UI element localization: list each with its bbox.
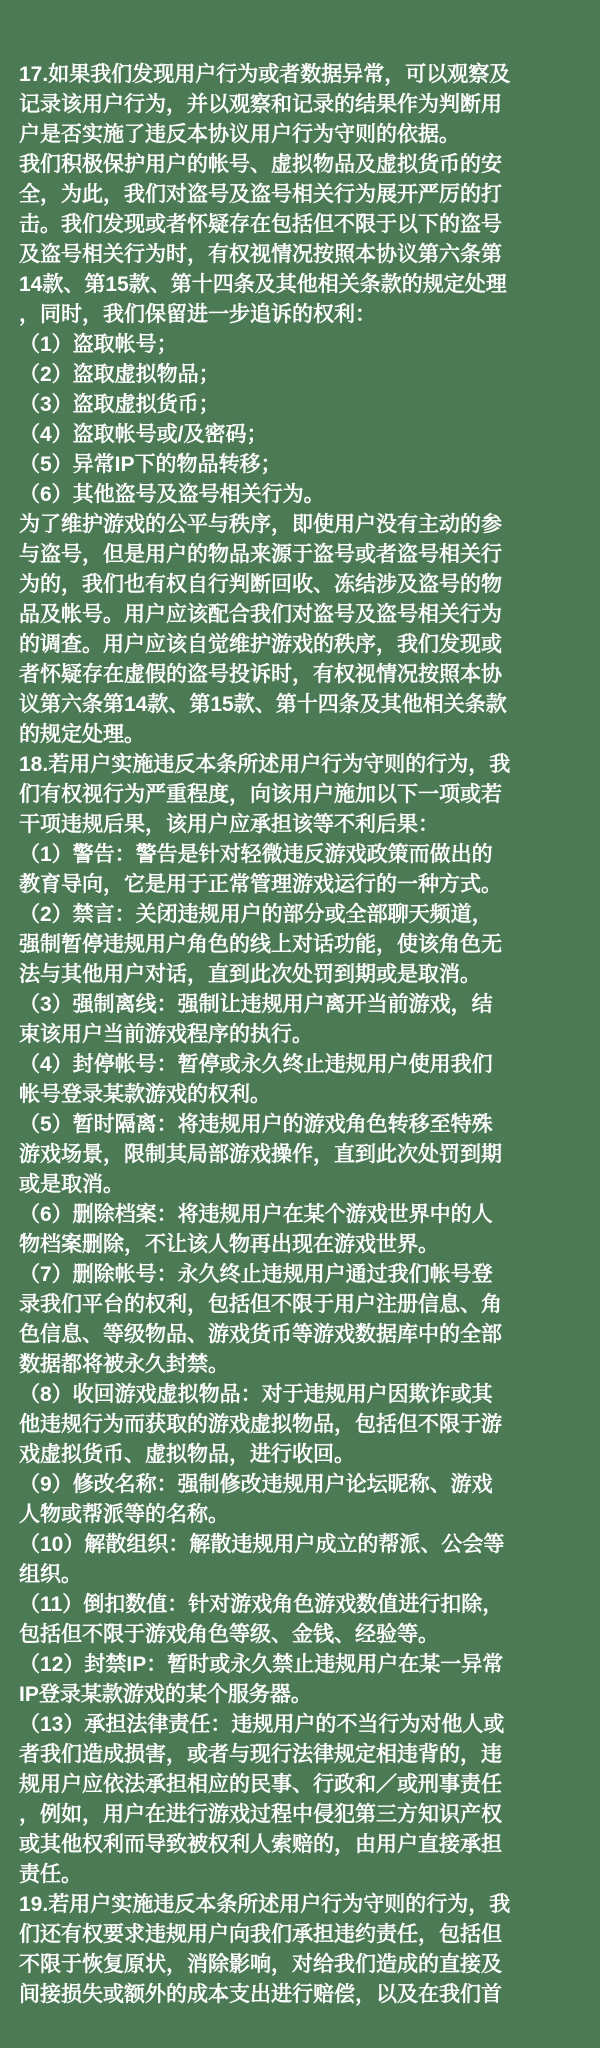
text-line: 议第六条第14款、第15款、第十四条及其他相关条款 (19, 693, 507, 716)
text-line: 们有权视行为严重程度，向该用户施加以下一项或若 (19, 783, 502, 806)
text-line: （1）警告：警告是针对轻微违反游戏政策而做出的 (19, 843, 493, 866)
text-line: （5）异常IP下的物品转移； (19, 453, 282, 476)
text-line: 户是否实施了违反本协议用户行为守则的依据。 (19, 123, 460, 146)
text-line: 的调查。用户应该自觉维护游戏的秩序，我们发现或 (19, 633, 502, 656)
text-line: （1）盗取帐号； (19, 333, 178, 356)
text-line: 全，为此，我们对盗号及盗号相关行为展开严厉的打 (19, 183, 502, 206)
text-line: （6）其他盗号及盗号相关行为。 (19, 483, 325, 506)
text-line: （3）强制离线：强制让违规用户离开当前游戏，结 (19, 993, 493, 1016)
text-line: 与盗号，但是用户的物品来源于盗号或者盗号相关行 (19, 543, 502, 566)
text-line: 间接损失或额外的成本支出进行赔偿，以及在我们首 (19, 1983, 502, 2006)
text-line: IP登录某款游戏的某个服务器。 (19, 1683, 312, 1706)
text-line: 组织。 (19, 1563, 82, 1586)
text-line: 品及帐号。用户应该配合我们对盗号及盗号相关行为 (19, 603, 502, 626)
text-line: 我们积极保护用户的帐号、虚拟物品及虚拟货币的安 (19, 153, 502, 176)
text-line: 教育导向，它是用于正常管理游戏运行的一种方式。 (19, 873, 502, 896)
text-line: 包括但不限于游戏角色等级、金钱、经验等。 (19, 1623, 439, 1646)
text-line: （7）删除帐号：永久终止违规用户通过我们帐号登 (19, 1263, 493, 1286)
text-line: （11）倒扣数值：针对游戏角色游戏数值进行扣除， (19, 1593, 504, 1616)
text-line: 为的，我们也有权自行判断回收、冻结涉及盗号的物 (19, 573, 502, 596)
text-line: （4）盗取帐号或/及密码； (19, 423, 268, 446)
text-line: （12）封禁IP：暂时或永久禁止违规用户在某一异常 (19, 1653, 504, 1676)
text-line: 不限于恢复原状，消除影响，对给我们造成的直接及 (19, 1953, 502, 1976)
text-line: 物档案删除，不让该人物再出现在游戏世界。 (19, 1233, 439, 1256)
text-line: （13）承担法律责任：违规用户的不当行为对他人或 (19, 1713, 505, 1736)
text-line: 戏虚拟货币、虚拟物品，进行收回。 (19, 1443, 355, 1466)
text-line: 们还有权要求违规用户向我们承担违约责任，包括但 (19, 1923, 502, 1946)
text-line: （2）盗取虚拟物品； (19, 363, 220, 386)
text-line: 记录该用户行为，并以观察和记录的结果作为判断用 (19, 93, 502, 116)
text-line: 击。我们发现或者怀疑存在包括但不限于以下的盗号 (19, 213, 502, 236)
text-line: 18.若用户实施违反本条所述用户行为守则的行为，我 (19, 753, 511, 776)
text-line: （6）删除档案：将违规用户在某个游戏世界中的人 (19, 1203, 493, 1226)
text-line: 者怀疑存在虚假的盗号投诉时，有权视情况按照本协 (19, 663, 502, 686)
text-line: 为了维护游戏的公平与秩序，即使用户没有主动的参 (19, 513, 502, 536)
text-line: （2）禁言：关闭违规用户的部分或全部聊天频道， (19, 903, 493, 926)
text-line: 19.若用户实施违反本条所述用户行为守则的行为，我 (19, 1893, 511, 1916)
text-line: （4）封停帐号：暂停或永久终止违规用户使用我们 (19, 1053, 493, 1076)
text-line: 强制暂停违规用户角色的线上对话功能，使该角色无 (19, 933, 502, 956)
text-line: 色信息、等级物品、游戏货币等游戏数据库中的全部 (19, 1323, 502, 1346)
text-line: （10）解散组织：解散违规用户成立的帮派、公会等 (19, 1533, 505, 1556)
text-line: 法与其他用户对话，直到此次处罚到期或是取消。 (19, 963, 481, 986)
text-line: 干项违规后果，该用户应承担该等不利后果： (19, 813, 439, 836)
text-line: 者我们造成损害，或者与现行法律规定相违背的，违 (19, 1743, 502, 1766)
text-line: 游戏场景，限制其局部游戏操作，直到此次处罚到期 (19, 1143, 502, 1166)
text-line: ，同时，我们保留进一步追诉的权利： (19, 303, 376, 326)
text-line: 规用户应依法承担相应的民事、行政和／或刑事责任 (19, 1773, 502, 1796)
text-line: 14款、第15款、第十四条及其他相关条款的规定处理 (19, 273, 507, 296)
text-line: （3）盗取虚拟货币； (19, 393, 220, 416)
text-line: 17.如果我们发现用户行为或者数据异常，可以观察及 (19, 63, 511, 86)
text-line: （9）修改名称：强制修改违规用户论坛昵称、游戏 (19, 1473, 493, 1496)
text-line: 录我们平台的权利，包括但不限于用户注册信息、角 (19, 1293, 502, 1316)
text-line: 数据都将被永久封禁。 (19, 1353, 229, 1376)
text-line: 他违规行为而获取的游戏虚拟物品，包括但不限于游 (19, 1413, 502, 1436)
text-line: ，例如，用户在进行游戏过程中侵犯第三方知识产权 (19, 1803, 502, 1826)
text-line: 人物或帮派等的名称。 (19, 1503, 229, 1526)
text-line: 责任。 (19, 1863, 82, 1886)
text-line: 或是取消。 (19, 1173, 124, 1196)
text-line: 束该用户当前游戏程序的执行。 (19, 1023, 313, 1046)
text-line: （5）暂时隔离：将违规用户的游戏角色转移至特殊 (19, 1113, 493, 1136)
text-line: （8）收回游戏虚拟物品：对于违规用户因欺诈或其 (19, 1383, 493, 1406)
text-line: 或其他权利而导致被权利人索赔的，由用户直接承担 (19, 1833, 502, 1856)
text-line: 及盗号相关行为时，有权视情况按照本协议第六条第 (19, 243, 502, 266)
text-line: 帐号登录某款游戏的权利。 (19, 1083, 271, 1106)
terms-text-block (19, 60, 586, 2010)
text-line: 的规定处理。 (19, 723, 145, 746)
